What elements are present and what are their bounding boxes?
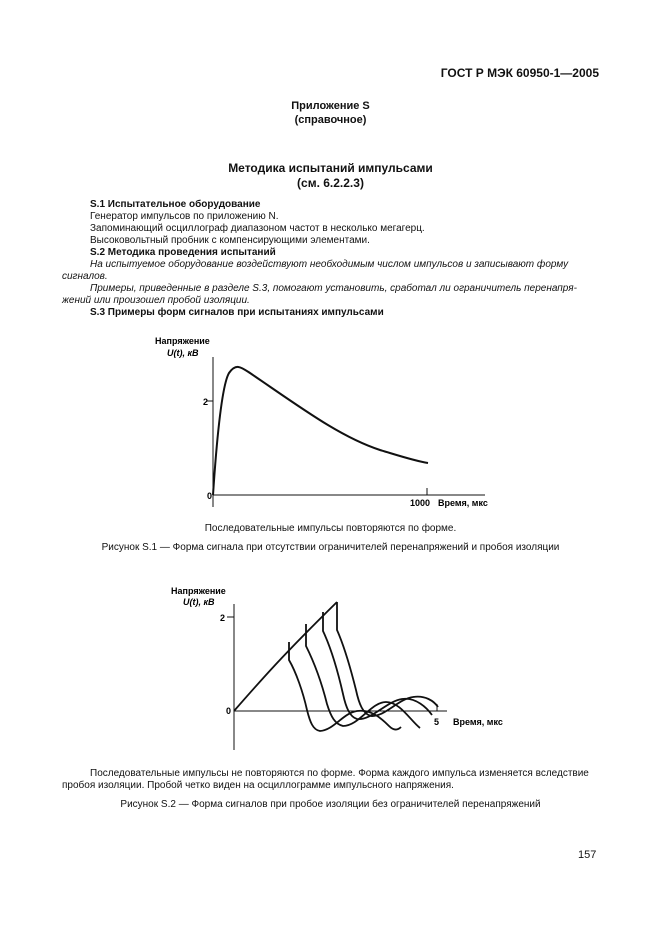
s2-paragraph2-line1: Примеры, приведенные в разделе S.3, помогают установить, сработал ли ограничитель перенапря- [90, 283, 577, 294]
fig1-ytick-label: 2 [203, 397, 209, 407]
figure2-note-line1: Последовательные импульсы не повторяются по форме. Форма каждого импульса изменяется вследствие [90, 768, 589, 779]
s1-line: Запоминающий осциллограф диапазоном частот в несколько мегагерц. [90, 223, 425, 234]
annex-subtitle: (справочное) [294, 114, 367, 126]
s1-line: Генератор импульсов по приложению N. [90, 211, 279, 222]
fig2-ytick-label: 2 [220, 613, 226, 623]
section-reference: (см. 6.2.2.3) [297, 176, 364, 190]
fig1-xtick-label: 1000 [410, 498, 431, 508]
figure2-note-line2: пробоя изоляции. Пробой четко виден на осциллограмме импульсного напряжения. [62, 780, 454, 791]
figure2-caption: Рисунок S.2 — Форма сигналов при пробое изоляции без ограничителей перенапряжений [120, 799, 541, 810]
fig1-waveform [213, 367, 428, 495]
fig2-pulse-4 [337, 602, 438, 716]
fig1-ylabel-line2: U(t), кВ [167, 348, 199, 358]
fig1-xlabel: Время, мкс [438, 498, 488, 508]
fig2-origin-label: 0 [226, 706, 232, 716]
fig1-origin-label: 0 [207, 491, 213, 501]
fig2-pulse-2 [306, 624, 420, 728]
fig2-xlabel: Время, мкс [453, 717, 503, 727]
fig2-xtick-label: 5 [434, 717, 440, 727]
s2-heading: S.2 Методика проведения испытаний [90, 247, 276, 258]
document-header: ГОСТ Р МЭК 60950-1—2005 [440, 66, 599, 80]
s1-line: Высоковольтный пробник с компенсирующими элементами. [90, 235, 370, 246]
annex-title: Приложение S [291, 100, 370, 112]
fig1-ylabel-line1: Напряжение [155, 336, 210, 346]
figure-s1 [0, 325, 661, 515]
s2-paragraph1-line2: сигналов. [62, 271, 108, 282]
figure1-caption: Рисунок S.1 — Форма сигнала при отсутствии ограничителей перенапряжений и пробоя изоляции [101, 542, 560, 553]
fig2-ylabel-line1: Напряжение [171, 586, 226, 596]
figure-s2 [0, 580, 661, 755]
s2-paragraph1-line1: На испытуемое оборудование воздействуют необходимым числом импульсов и записывают форму [90, 259, 569, 270]
page-number: 157 [578, 849, 597, 861]
s1-heading: S.1 Испытательное оборудование [90, 199, 261, 210]
fig2-pulse-3 [323, 612, 432, 719]
section-title: Методика испытаний импульсами [228, 161, 433, 175]
s3-heading: S.3 Примеры форм сигналов при испытаниях импульсами [90, 307, 384, 318]
figure1-note: Последовательные импульсы повторяются по форме. [204, 523, 457, 534]
fig2-rising-envelope [234, 602, 337, 711]
s2-paragraph2-line2: жений или произошел пробой изоляции. [62, 295, 250, 306]
fig2-ylabel-line2: U(t), кВ [183, 597, 215, 607]
fig2-pulse-1 [289, 642, 401, 731]
